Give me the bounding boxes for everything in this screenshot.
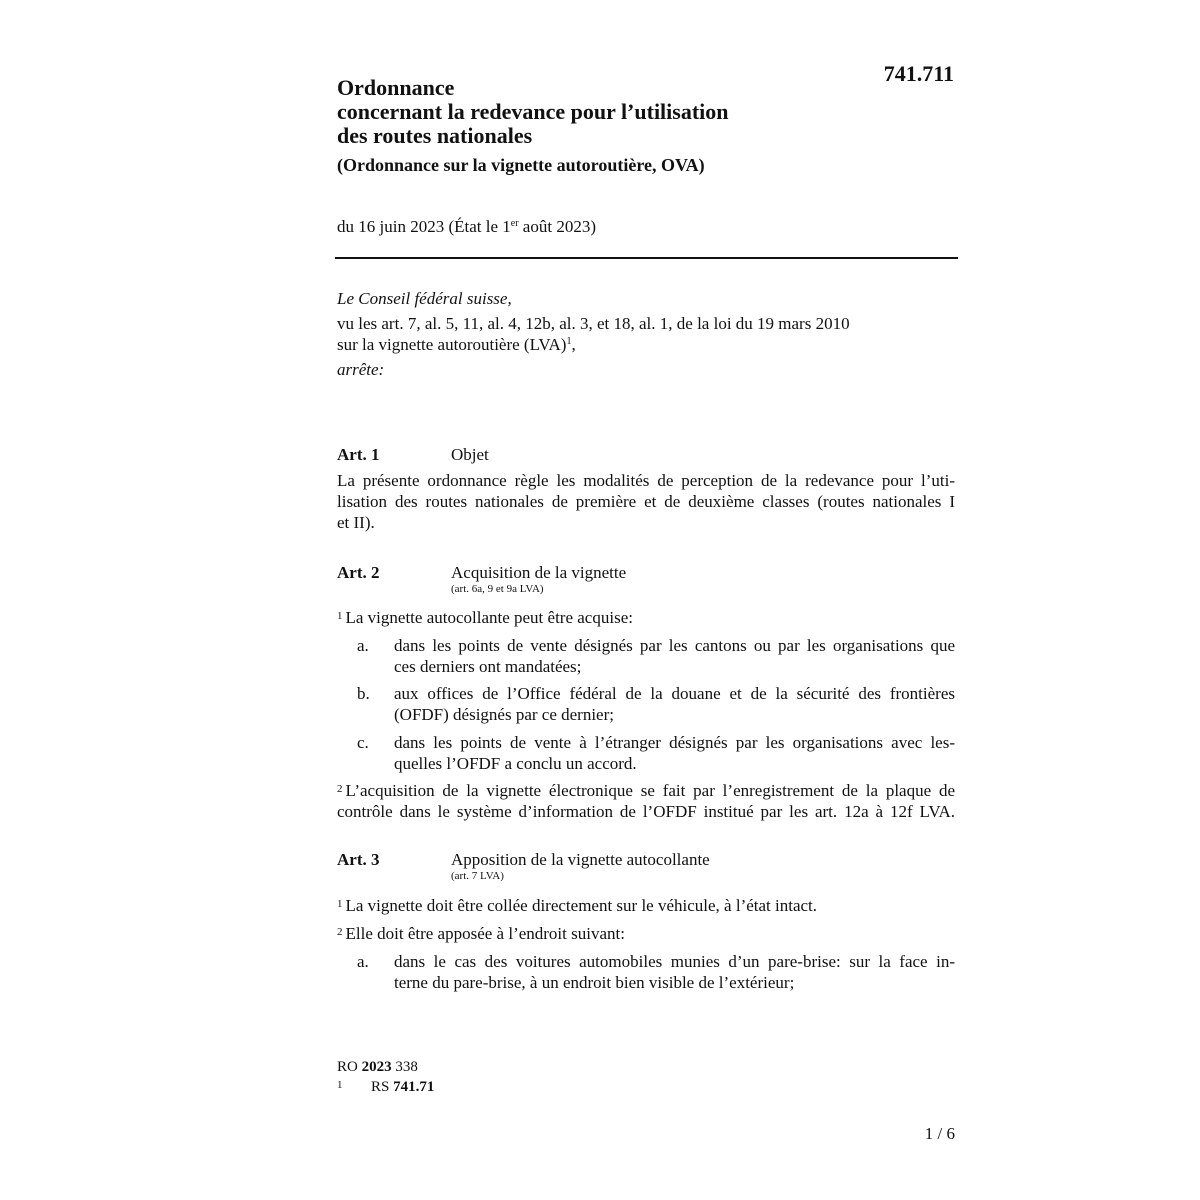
footnote-number: 741.71 bbox=[393, 1079, 435, 1095]
list-item bbox=[337, 951, 955, 995]
rs-number: 741.711 bbox=[883, 61, 954, 86]
paragraph-line: et II). bbox=[337, 513, 375, 532]
paragraph-line: lisation des routes nationales de première et de deuxième classes (routes nationales I bbox=[337, 492, 955, 511]
document-title bbox=[337, 76, 857, 148]
article-title-block bbox=[451, 849, 710, 882]
ro-prefix: RO bbox=[337, 1059, 362, 1075]
list-line: dans les points de vente à l’étranger désignés par les organisations avec les- bbox=[394, 733, 955, 752]
ro-page: 338 bbox=[391, 1059, 418, 1075]
document-subtitle: (Ordonnance sur la vignette autoroutière, OVA) bbox=[337, 155, 705, 175]
preamble-basis-line bbox=[337, 334, 957, 355]
date-prefix: du 16 juin 2023 (État le 1 bbox=[337, 217, 511, 236]
article-number: Art. 1 bbox=[337, 445, 380, 464]
paragraph-number: 1 bbox=[337, 610, 343, 622]
article-1-heading bbox=[337, 444, 957, 465]
list-line: terne du pare-brise, à un endroit bien visible de l’extérieur; bbox=[394, 973, 795, 992]
date-suffix: août 2023) bbox=[518, 217, 596, 236]
ro-year: 2023 bbox=[361, 1059, 392, 1075]
paragraph-text: Elle doit être apposée à l’endroit suivant: bbox=[345, 924, 625, 943]
title-line: concernant la redevance pour l’utilisation bbox=[337, 99, 729, 124]
footnote-1: 1 RS 741.71 bbox=[337, 1079, 435, 1095]
list-text bbox=[394, 635, 955, 677]
page-number: 1 / 6 bbox=[924, 1124, 955, 1143]
list-letter: a. bbox=[357, 636, 369, 655]
paragraph-number: 2 bbox=[337, 783, 343, 795]
footnotes bbox=[337, 1057, 637, 1097]
footnote-ref-1[interactable]: 1 bbox=[566, 336, 572, 347]
date-superscript: er bbox=[510, 218, 519, 229]
article-title: Objet bbox=[451, 445, 489, 464]
article-3-heading bbox=[337, 849, 957, 882]
footnote-prefix: RS bbox=[371, 1079, 394, 1095]
list-item bbox=[337, 683, 955, 727]
article-2-heading bbox=[337, 562, 957, 595]
article-2-paragraph-2 bbox=[337, 780, 955, 822]
article-title: Acquisition de la vignette bbox=[451, 563, 627, 582]
ro-reference bbox=[337, 1057, 637, 1077]
paragraph-line: contrôle dans le système d’information de l’OFDF institué par les art. 12a à 12f LVA. bbox=[337, 802, 955, 821]
preamble-decree: arrête: bbox=[337, 360, 385, 379]
paragraph-text: L’acquisition de la vignette électronique se fait par l’enregistrement de la plaque de bbox=[345, 781, 955, 800]
paragraph-number: 2 bbox=[337, 926, 343, 938]
list-line: dans les points de vente désignés par les cantons ou par les organisations que bbox=[394, 636, 955, 655]
list-text bbox=[394, 951, 955, 993]
paragraph-line bbox=[337, 780, 955, 801]
preamble-basis-text: sur la vignette autoroutière (LVA) bbox=[337, 335, 567, 354]
title-divider bbox=[335, 257, 958, 259]
list-item bbox=[337, 732, 955, 776]
article-title-block bbox=[451, 562, 626, 595]
paragraph-text: La vignette autocollante peut être acquise: bbox=[345, 608, 633, 627]
preamble-basis-end: , bbox=[571, 335, 576, 354]
list-text bbox=[394, 683, 955, 725]
article-title: Apposition de la vignette autocollante bbox=[451, 850, 710, 869]
title-line: Ordonnance bbox=[337, 75, 455, 100]
document-date bbox=[337, 216, 596, 237]
article-1-paragraph bbox=[337, 470, 955, 533]
list-line: (OFDF) désignés par ce dernier; bbox=[394, 705, 614, 724]
title-line: des routes nationales bbox=[337, 123, 533, 148]
list-text bbox=[394, 732, 955, 774]
paragraph-number: 1 bbox=[337, 898, 343, 910]
article-number: Art. 3 bbox=[337, 850, 380, 869]
list-letter: c. bbox=[357, 733, 369, 752]
article-3-paragraph-1 bbox=[337, 895, 955, 916]
list-letter: a. bbox=[357, 952, 369, 971]
preamble bbox=[337, 288, 957, 380]
list-letter: b. bbox=[357, 684, 370, 703]
article-3-paragraph-2 bbox=[337, 923, 955, 944]
article-number: Art. 2 bbox=[337, 563, 380, 582]
list-line: aux offices de l’Office fédéral de la douane et de la sécurité des frontières bbox=[394, 684, 955, 703]
paragraph-line: La présente ordonnance règle les modalités de perception de la redevance pour l’uti- bbox=[337, 471, 955, 490]
preamble-authority: Le Conseil fédéral suisse, bbox=[337, 289, 512, 308]
article-reference: (art. 7 LVA) bbox=[451, 870, 504, 882]
list-line: quelles l’OFDF a conclu un accord. bbox=[394, 754, 637, 773]
article-reference: (art. 6a, 9 et 9a LVA) bbox=[451, 583, 544, 595]
list-line: ces derniers ont mandatées; bbox=[394, 657, 582, 676]
paragraph-text: La vignette doit être collée directement sur le véhicule, à l’état intact. bbox=[345, 896, 818, 915]
article-2-paragraph-1 bbox=[337, 607, 955, 628]
preamble-basis-line: vu les art. 7, al. 5, 11, al. 4, 12b, al. 3, et 18, al. 1, de la loi du 19 mars 2010 bbox=[337, 314, 850, 333]
list-line: dans le cas des voitures automobiles munies d’un pare-brise: sur la face in- bbox=[394, 952, 955, 971]
list-item bbox=[337, 635, 955, 679]
